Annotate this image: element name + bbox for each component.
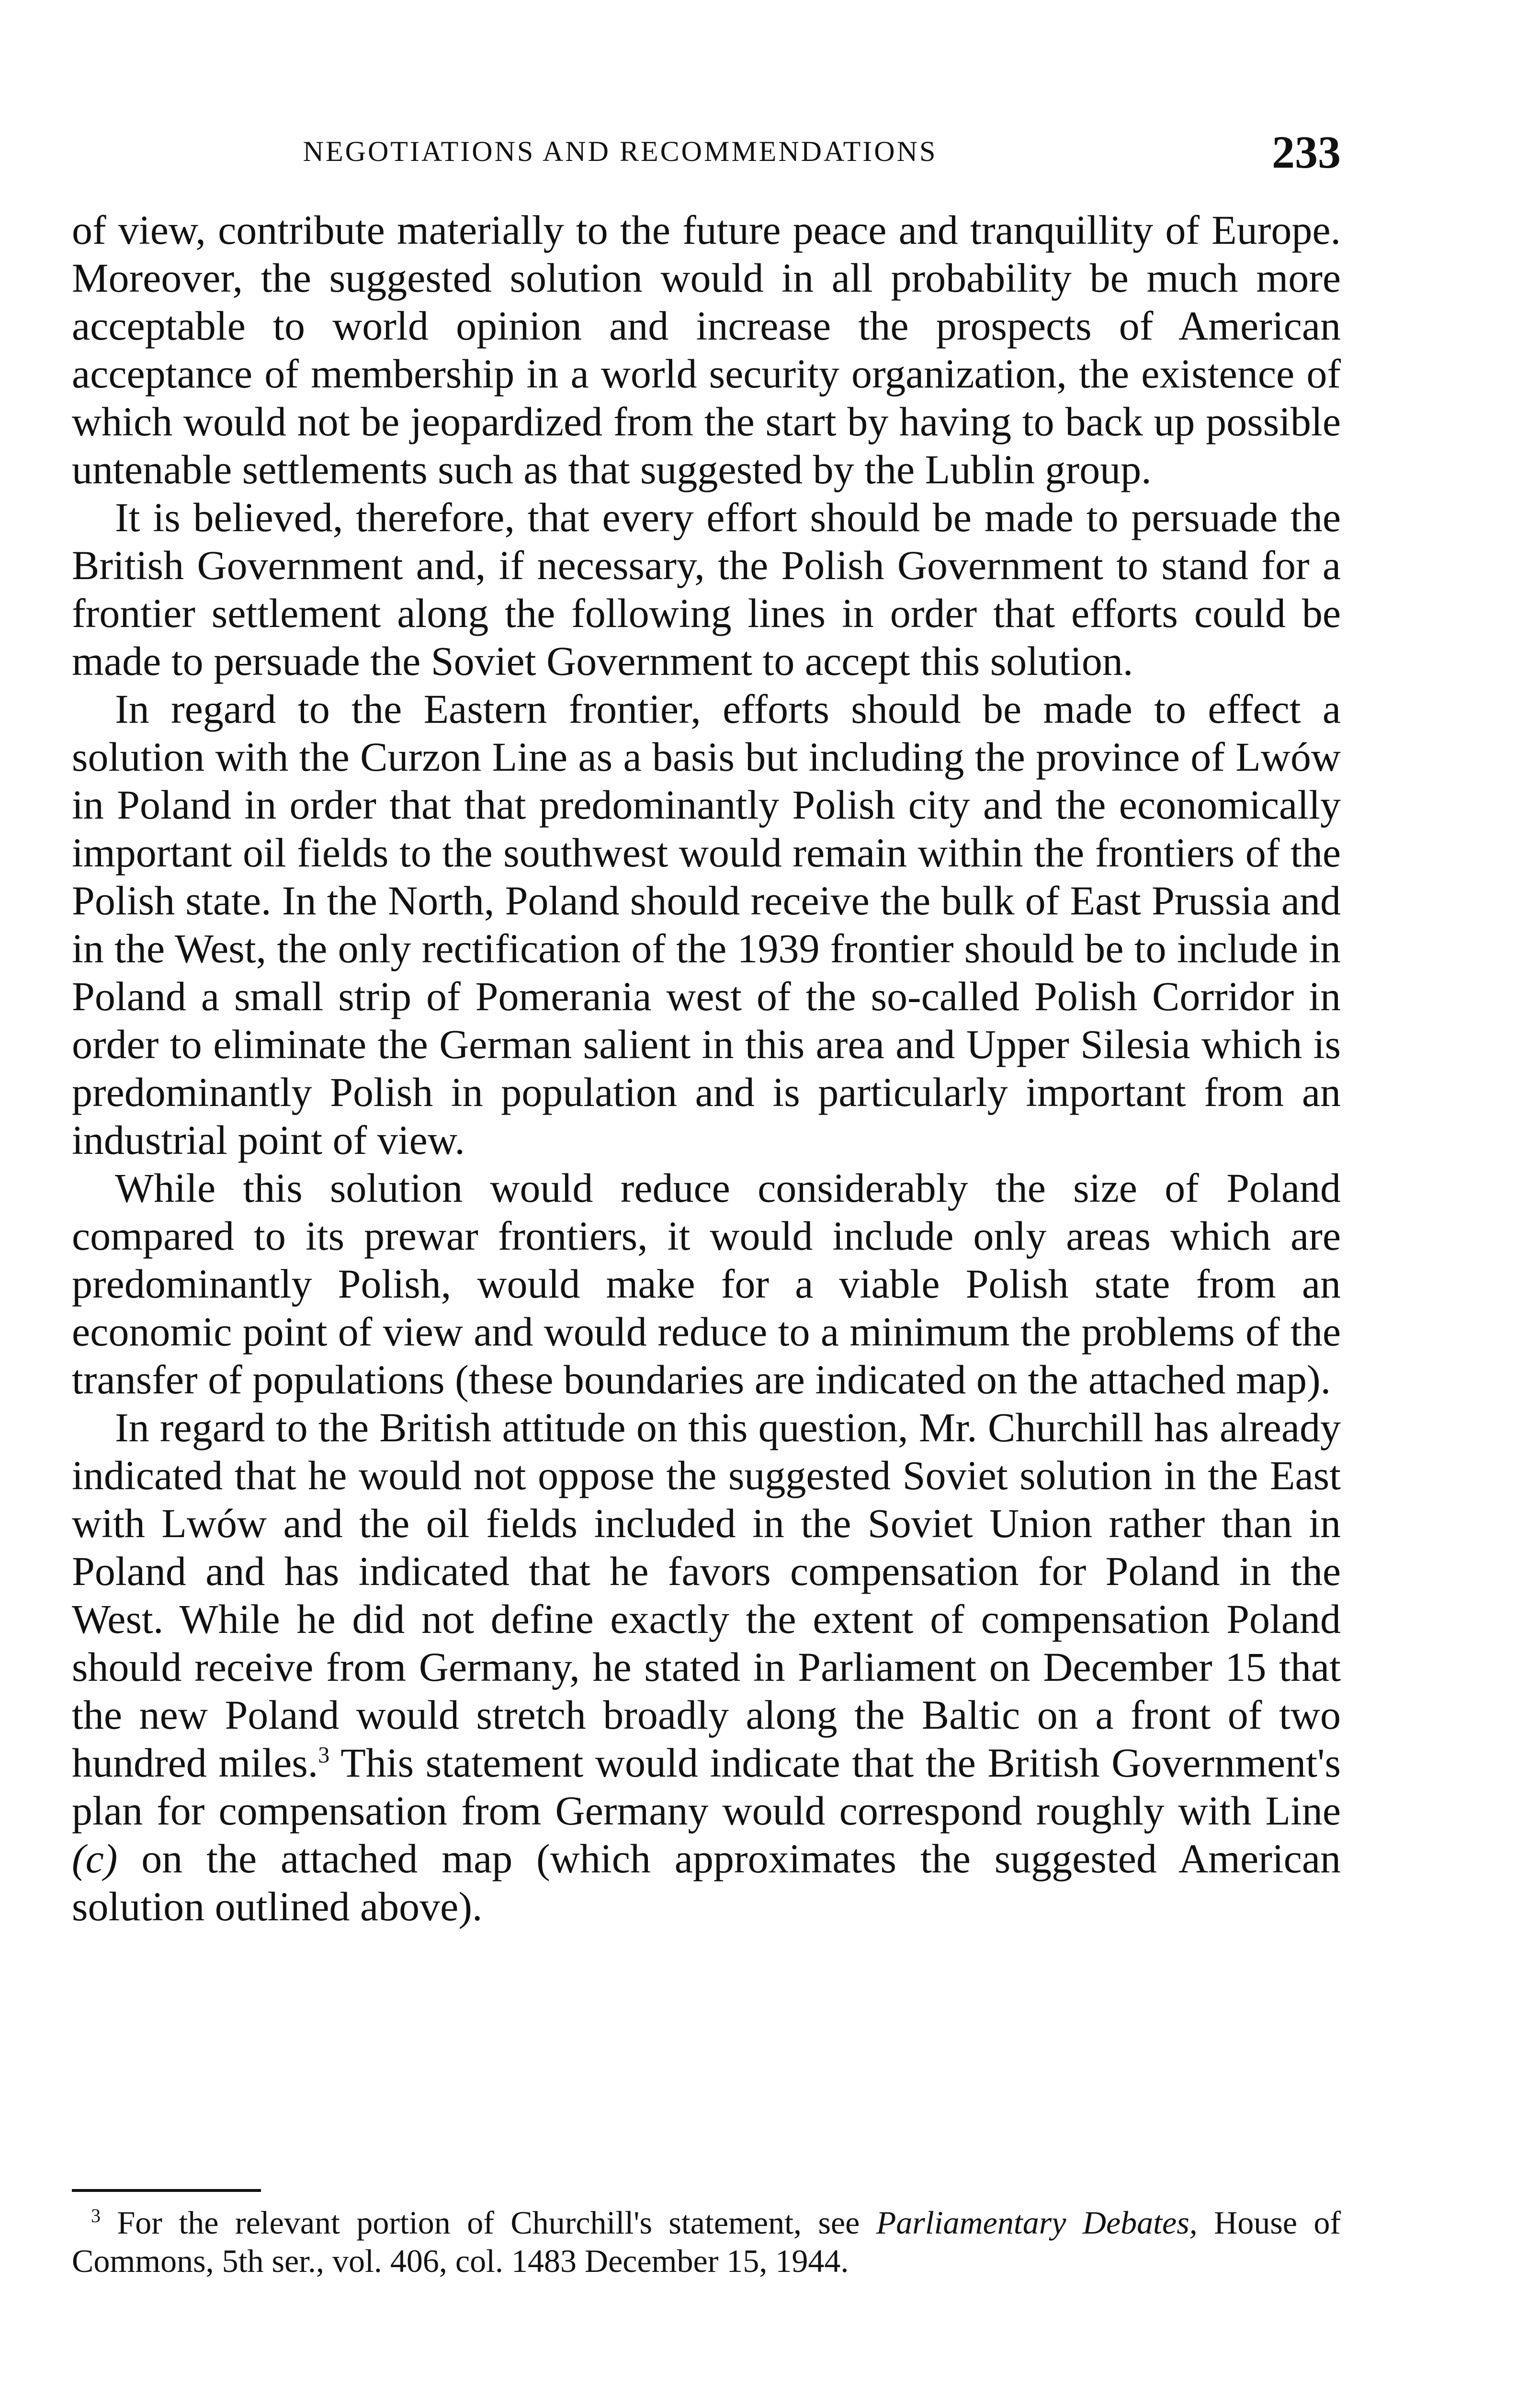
paragraph-text: on the attached map (which approximates the suggested American solution outlined above). — [72, 1836, 1341, 1929]
footnote — [72, 2203, 1341, 2280]
paragraph: It is believed, therefore, that every effort should be made to persuade the British Government and, if necessary, the Polish Government to stand for a frontier settlement along the following lines in order that efforts could be made to persuade the Soviet Government to accept this solution. — [72, 494, 1341, 684]
page-number: 233 — [1272, 126, 1341, 178]
running-title: NEGOTIATIONS AND RECOMMENDATIONS — [303, 136, 938, 167]
paragraph: While this solution would reduce considerably the size of Poland compared to its prewar frontiers, it would include only areas which are predominantly Polish, would make for a viable Polish state from an economic point of view and would reduce to a minimum the problems of the transfer of populations (these boundaries are indicated on the attached map). — [72, 1165, 1341, 1403]
paragraph — [72, 1403, 1341, 1930]
footnote-source-title: Parliamentary Debates, — [876, 2204, 1198, 2241]
footnote-text: For the relevant portion of Churchill's statement, see — [117, 2204, 876, 2241]
paragraph-text: In regard to the British attitude on this question, Mr. Churchill has already indicated that he would not oppose the suggested Soviet solution in the East with Lwów and the oil fields included in the Soviet Union rather than in Poland and has indicated that he favors compensation for Poland in the West. While he did not define exactly the extent of compensation Poland should receive from Germany, he stated in Parliament on December 15 that the new Poland would stretch broadly along the Baltic on a front of two hundred miles. — [72, 1404, 1341, 1786]
footnote-text: House of Commons, 5th ser., vol. 406, col. 1483 December 15, 1944. — [72, 2204, 1341, 2279]
footnote-divider — [72, 2189, 261, 2192]
running-header — [72, 125, 1341, 178]
body-text — [72, 206, 1341, 1930]
footnote-number: 3 — [91, 2205, 101, 2227]
paragraph-continued: of view, contribute materially to the future peace and tranquillity of Europe. Moreover, the suggested solution would in all probability be much more acceptable to world opinion and increase the prospects of American acceptance of membership in a world security organization, the existence of which would not be jeopardized from the start by having to back up possible untenable settlements such as that suggested by the Lublin group. — [72, 207, 1341, 492]
footnote-reference: 3 — [318, 1742, 330, 1768]
line-label: (c) — [72, 1836, 118, 1882]
paragraph-text: This statement would indicate that the British Government's plan for compensation from Germany would correspond roughly with Line — [72, 1740, 1341, 1834]
paragraph: In regard to the Eastern frontier, efforts should be made to effect a solution with the Curzon Line as a basis but including the province of Lwów in Poland in order that that predominantly Polish city and the economically important oil fields to the southwest would remain within the frontiers of the Polish state. In the North, Poland should receive the bulk of East Prussia and in the West, the only rectification of the 1939 frontier should be to include in Poland a small strip of Pomerania west of the so-called Polish Corridor in order to eliminate the German salient in this area and Upper Silesia which is predominantly Polish in population and is particularly important from an industrial point of view. — [72, 686, 1341, 1163]
